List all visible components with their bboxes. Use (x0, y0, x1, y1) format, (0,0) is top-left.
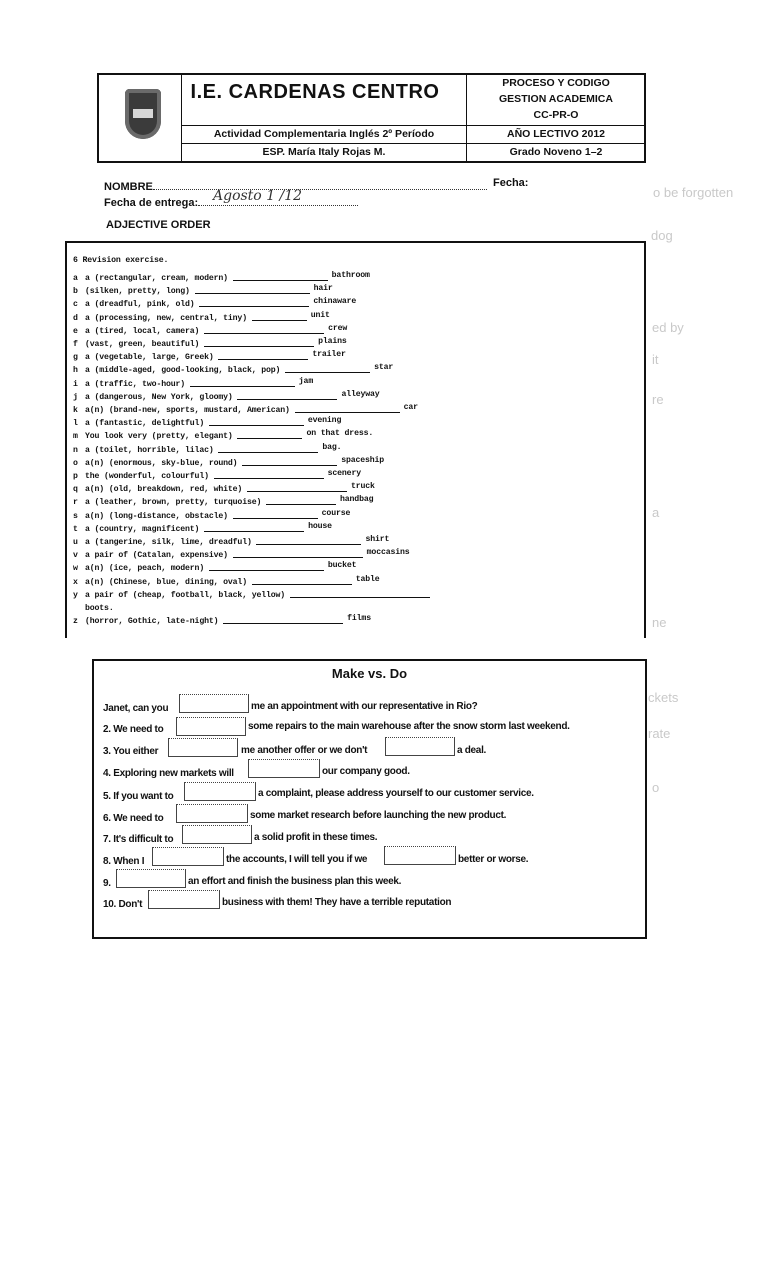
row-letter: l (73, 419, 78, 429)
row-prompt: a (toilet, horrible, lilac) (85, 445, 214, 455)
answer-line[interactable] (247, 491, 347, 492)
row-prompt: a (dreadful, pink, old) (85, 300, 195, 310)
adjective-order-exercise (65, 241, 646, 638)
answer-line[interactable] (233, 518, 318, 519)
row-prompt: a (leather, brown, pretty, turquoise) (85, 498, 262, 508)
q9-text-a: 9. (103, 878, 111, 889)
date-label: Fecha: (493, 177, 529, 189)
delivery-date-label: Fecha de entrega: (104, 197, 199, 209)
q1-text-b: me an appointment with our representative in Rio? (251, 701, 478, 712)
row-prompt: a(n) (ice, peach, modern) (85, 564, 205, 574)
adjective-row (73, 535, 389, 547)
adjective-row (73, 311, 330, 323)
row-prompt: a (rectangular, cream, modern) (85, 274, 228, 283)
adjective-row (73, 456, 384, 468)
row-letter: v (73, 551, 78, 561)
row-letter: h (73, 366, 78, 376)
row-noun: course (321, 508, 351, 518)
answer-line[interactable] (295, 412, 400, 413)
section-title: ADJECTIVE ORDER (106, 219, 211, 231)
school-name: I.E. CARDENAS CENTRO (190, 81, 440, 103)
adjective-row (73, 495, 373, 507)
q4-text-a: 4. Exploring new markets will (103, 768, 234, 779)
row-noun: star (374, 363, 394, 373)
answer-line[interactable] (237, 399, 337, 400)
activity-label: Actividad Complementaria Inglés 2º Período (213, 128, 435, 140)
row-noun: on that dress. (306, 429, 374, 439)
exercise-heading-text: Revision exercise. (82, 256, 169, 265)
answer-line[interactable] (204, 333, 324, 334)
answer-line[interactable] (214, 478, 324, 479)
row-prompt: a (dangerous, New York, gloomy) (85, 392, 233, 402)
q5-text-b: a complaint, please address yourself to our customer service. (258, 788, 534, 799)
q8-text-a: 8. When I (103, 856, 145, 867)
header-table (97, 73, 646, 163)
row-letter: g (73, 353, 78, 363)
row-prompt: a (country, magnificent) (85, 524, 200, 534)
adjective-row (73, 469, 361, 481)
row-letter: f (73, 340, 78, 349)
make-vs-do-title: Make vs. Do (331, 666, 408, 681)
row-prompt: a(n) (old, breakdown, red, white) (85, 485, 243, 495)
row-letter: u (73, 538, 78, 547)
row-prompt: a (traffic, two-hour) (85, 379, 186, 389)
row-noun: truck (350, 482, 375, 492)
q8-blank-1[interactable] (152, 847, 224, 866)
name-line[interactable] (153, 189, 487, 190)
row-prompt: a pair of (Catalan, expensive) (85, 551, 228, 561)
answer-line[interactable] (199, 306, 309, 307)
row-prompt: a (tired, local, camera) (85, 326, 200, 336)
row-letter: d (73, 313, 78, 323)
row-noun: alleyway (341, 389, 380, 399)
adjective-row (73, 271, 370, 283)
q4-text-b: our company good. (322, 766, 410, 777)
row-letter: x (73, 577, 78, 587)
row-noun: trailer (312, 350, 346, 360)
row-prompt: a (middle-aged, good-looking, black, pop) (85, 366, 281, 376)
row-noun: films (347, 614, 371, 624)
row-noun: jam (298, 376, 314, 386)
q3-text-b: me another offer or we don't (241, 745, 368, 756)
row-letter: e (73, 326, 78, 336)
row-prompt: boots. (85, 604, 114, 613)
answer-line[interactable] (256, 544, 361, 545)
q6-text-b: some market research before launching the new product. (250, 810, 507, 821)
row-noun: plains (318, 337, 347, 346)
adjective-row (73, 614, 371, 626)
q3-blank-2[interactable] (385, 737, 455, 756)
row-noun: chinaware (313, 297, 357, 307)
row-prompt: a(n) (brand-new, sports, mustard, American) (85, 406, 290, 415)
row-prompt: (vast, green, beautiful) (85, 340, 200, 349)
answer-line[interactable] (218, 452, 318, 453)
q8-text-c: better or worse. (458, 854, 529, 865)
adjective-row (73, 443, 341, 455)
row-noun: table (355, 574, 380, 584)
row-letter: i (73, 379, 78, 389)
adjective-row (73, 297, 356, 309)
answer-line[interactable] (290, 597, 430, 598)
answer-line[interactable] (252, 320, 307, 321)
row-letter: t (73, 524, 78, 534)
row-letter: j (73, 392, 78, 402)
q3-text-a: 3. You either (103, 746, 159, 757)
delivery-date-line[interactable] (198, 205, 358, 206)
process-code: CC-PR-O (533, 109, 579, 121)
q3-blank-1[interactable] (168, 738, 238, 757)
row-letter: p (73, 472, 78, 481)
row-prompt: a (tangerine, silk, lime, dreadful) (85, 538, 252, 547)
make-vs-do-exercise (92, 659, 647, 939)
q2-text-b: some repairs to the main warehouse after the snow storm last weekend. (248, 721, 570, 732)
adjective-row (73, 548, 410, 560)
row-letter: a (73, 274, 78, 283)
answer-line[interactable] (266, 504, 336, 505)
row-letter: b (73, 287, 78, 297)
q6-blank[interactable] (176, 804, 248, 823)
school-year: AÑO LECTIVO 2012 (506, 128, 606, 140)
adjective-row (73, 575, 380, 587)
row-letter: k (73, 406, 78, 415)
school-crest-logo (125, 89, 161, 139)
row-noun: bag. (322, 442, 342, 452)
adjective-row (73, 337, 347, 349)
exercise-heading (73, 256, 168, 265)
adjective-row (73, 350, 346, 362)
adjective-row (73, 390, 380, 402)
row-noun: bucket (327, 561, 357, 571)
row-noun: handbag (340, 495, 374, 505)
q5-blank[interactable] (184, 782, 256, 801)
row-prompt: a (fantastic, delightful) (85, 419, 205, 429)
q1-text-a: Janet, can you (103, 703, 169, 714)
grade-label: Grado Noveno 1–2 (509, 146, 603, 158)
answer-line[interactable] (233, 557, 363, 558)
adjective-row (73, 522, 332, 534)
row-prompt: a pair of (cheap, football, black, yellow) (85, 590, 286, 600)
q2-text-a: 2. We need to (103, 724, 164, 735)
adjective-row (73, 324, 347, 336)
handwritten-delivery-date: Agosto 1 /12 (213, 188, 303, 204)
adjective-row (73, 416, 341, 428)
row-letter: r (73, 498, 78, 508)
process-title: PROCESO Y CODIGO (502, 77, 610, 89)
row-noun: car (403, 403, 418, 412)
answer-line[interactable] (195, 293, 310, 294)
q5-text-a: 5. If you want to (103, 791, 174, 802)
answer-line[interactable] (223, 623, 343, 624)
row-noun: scenery (327, 469, 361, 478)
row-noun: hair (313, 284, 333, 294)
q9-blank[interactable] (116, 869, 186, 888)
q8-text-b: the accounts, I will tell you if we (226, 854, 368, 865)
answer-line[interactable] (204, 531, 304, 532)
answer-line[interactable] (218, 359, 308, 360)
adjective-row (73, 284, 333, 296)
q6-text-a: 6. We need to (103, 813, 164, 824)
q10-text-a: 10. Don't (103, 899, 143, 910)
row-letter: c (73, 300, 78, 310)
q2-blank[interactable] (176, 717, 246, 736)
adjective-row (73, 363, 393, 375)
q7-blank[interactable] (182, 825, 252, 844)
row-letter: q (73, 485, 78, 495)
row-letter: w (73, 564, 78, 574)
row-letter: m (73, 432, 78, 442)
q3-text-c: a deal. (457, 745, 487, 756)
q9-text-b: an effort and finish the business plan this week. (188, 876, 402, 887)
row-prompt: a(n) (enormous, sky-blue, round) (85, 458, 238, 468)
row-prompt: a (processing, new, central, tiny) (85, 313, 247, 323)
row-letter: z (73, 617, 78, 627)
row-prompt: a(n) (Chinese, blue, dining, oval) (85, 577, 247, 587)
q7-text-b: a solid profit in these times. (254, 832, 378, 843)
adjective-row (73, 588, 434, 600)
row-prompt: (horror, Gothic, late-night) (85, 617, 219, 627)
row-letter: y (73, 590, 78, 600)
row-prompt: a (vegetable, large, Greek) (85, 353, 214, 363)
adjective-row (73, 561, 356, 573)
answer-line[interactable] (242, 465, 337, 466)
adjective-row (73, 509, 350, 521)
row-noun: shirt (365, 535, 390, 544)
row-noun: bathroom (331, 271, 370, 280)
q8-blank-2[interactable] (384, 846, 456, 865)
row-noun: house (308, 521, 332, 531)
row-prompt: the (wonderful, colourful) (85, 472, 209, 481)
answer-line[interactable] (233, 280, 328, 281)
process-subtitle: GESTION ACADEMICA (499, 93, 613, 105)
row-noun: evening (307, 416, 342, 426)
adjective-row (73, 403, 418, 415)
answer-line[interactable] (252, 584, 352, 585)
q10-blank[interactable] (148, 890, 220, 909)
row-letter: o (73, 458, 78, 468)
row-letter: s (73, 511, 78, 521)
adjective-row (73, 377, 313, 389)
name-label: NOMBRE (104, 181, 153, 193)
adjective-row (73, 601, 118, 613)
adjective-row (73, 482, 375, 494)
answer-line[interactable] (204, 346, 314, 347)
answer-line[interactable] (237, 438, 302, 439)
q1-blank[interactable] (179, 694, 249, 713)
row-prompt: a(n) (long-distance, obstacle) (85, 511, 228, 521)
row-noun: unit (310, 310, 330, 320)
adjective-row (73, 429, 373, 441)
answer-line[interactable] (285, 372, 370, 373)
q7-text-a: 7. It's difficult to (103, 834, 174, 845)
row-letter: n (73, 445, 78, 455)
teacher-name: ESP. María Italy Rojas M. (262, 146, 386, 158)
answer-line[interactable] (209, 570, 324, 571)
row-noun: crew (328, 323, 348, 333)
row-noun: moccasins (366, 548, 410, 558)
q10-text-b: business with them! They have a terrible reputation (222, 897, 452, 908)
row-prompt: You look very (pretty, elegant) (85, 432, 233, 442)
exercise-number: 6 (73, 256, 78, 265)
answer-line[interactable] (190, 386, 295, 387)
q4-blank[interactable] (248, 759, 320, 778)
row-noun: spaceship (341, 455, 385, 465)
answer-line[interactable] (209, 425, 304, 426)
row-prompt: (silken, pretty, long) (85, 287, 190, 297)
